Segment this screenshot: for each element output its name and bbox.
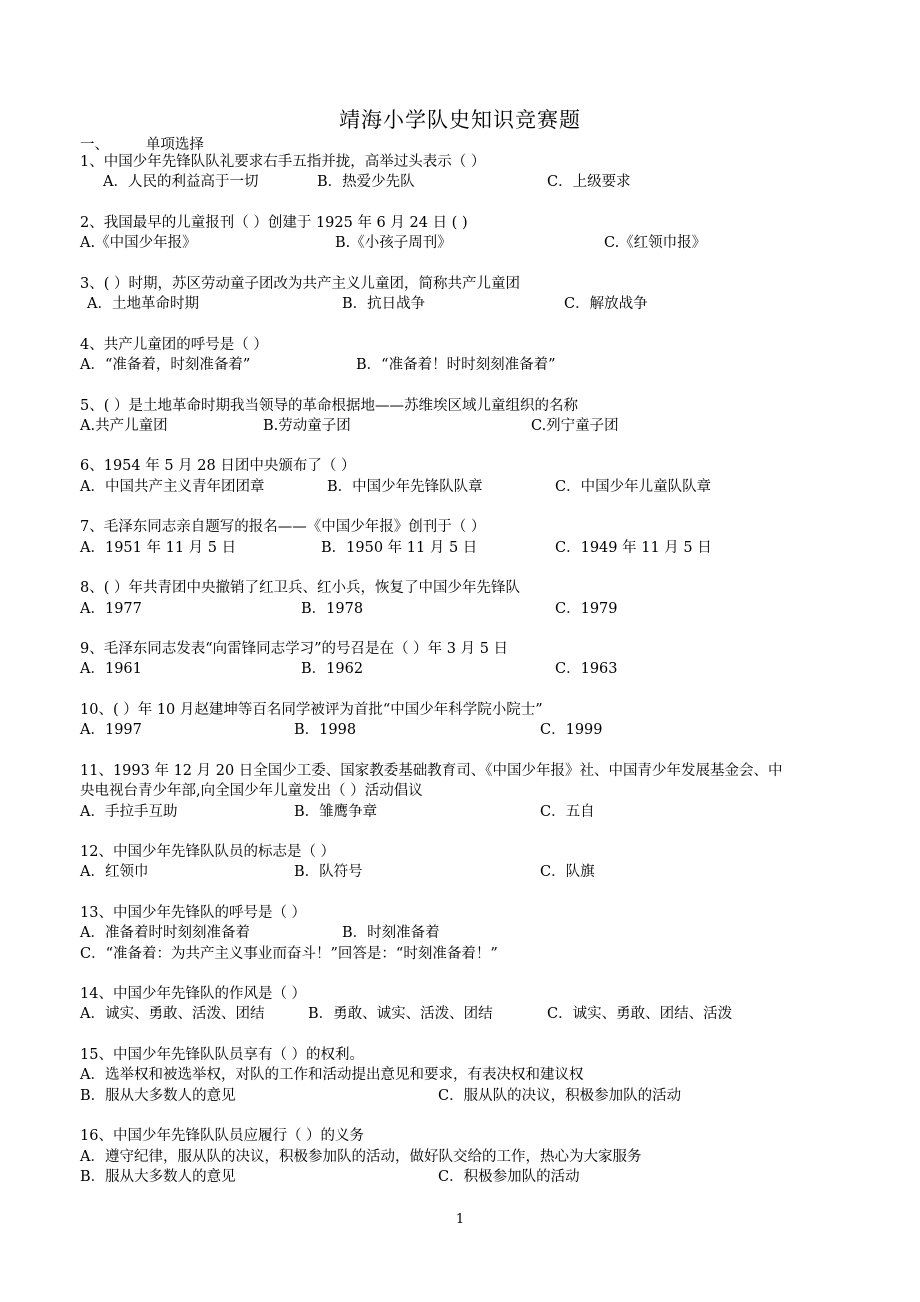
answer-option: A.《中国少年报》 xyxy=(80,235,197,252)
question-item xyxy=(80,274,860,315)
answer-option: A．1951 年 11 月 5 日 xyxy=(80,539,237,556)
question-stem: 9、毛泽东同志发表“向雷锋同志学习”的号召是在（ ）年 3 月 5 日 xyxy=(80,641,509,658)
question-line xyxy=(80,1065,860,1085)
options-row xyxy=(80,294,860,314)
question-item xyxy=(80,578,860,619)
options-row xyxy=(80,416,860,436)
question-item xyxy=(80,639,860,680)
answer-option: B．中国少年先锋队队章 xyxy=(327,478,483,495)
question-line xyxy=(80,274,860,294)
answer-option: B．服从大多数人的意见 xyxy=(80,1168,236,1185)
answer-option: A．1997 xyxy=(80,722,142,739)
question-item xyxy=(80,984,860,1025)
question-stem: 16、中国少年先锋队队员应履行（ ）的义务 xyxy=(80,1128,365,1145)
question-line xyxy=(80,903,860,923)
question-item xyxy=(80,1045,860,1106)
question-item xyxy=(80,842,860,883)
options-row xyxy=(80,172,860,192)
answer-option: C．中国少年儿童队队章 xyxy=(555,478,712,495)
question-stem: 14、中国少年先锋队的作风是（ ） xyxy=(80,986,307,1003)
question-line xyxy=(80,517,860,537)
question-stem: C．“准备着：为共产主义事业而奋斗！”回答是：“时刻准备着！” xyxy=(80,945,498,962)
question-stem: 央电视台青少年部,向全国少年儿童发出（ ）活动倡议 xyxy=(80,783,423,800)
question-item xyxy=(80,456,860,497)
options-row xyxy=(80,720,860,740)
answer-option: C．1999 xyxy=(540,722,603,739)
question-stem: 3、( ）时期，苏区劳动童子团改为共产主义儿童团，简称共产儿童团 xyxy=(80,275,520,292)
question-stem: A．遵守纪律，服从队的决议，积极参加队的活动，做好队交给的工作，热心为大家服务 xyxy=(80,1148,642,1165)
question-stem: 11、1993 年 12 月 20 日全国少工委、国家教委基础教育司、《中国少年报》社、中国青少年发展基金会、中 xyxy=(80,762,783,779)
section-heading: 一、 单项选择 xyxy=(80,137,204,153)
question-list xyxy=(80,152,860,1207)
question-item xyxy=(80,1126,860,1187)
question-line xyxy=(80,1147,860,1167)
answer-option: A．土地革命时期 xyxy=(87,296,199,313)
question-line xyxy=(80,700,860,720)
options-row xyxy=(80,538,860,558)
question-item xyxy=(80,700,860,741)
answer-option: B.劳动童子团 xyxy=(263,417,351,434)
question-line xyxy=(80,761,860,781)
answer-option: B．时刻准备着 xyxy=(342,925,440,942)
answer-option: C．服从队的决议，积极参加队的活动 xyxy=(438,1087,682,1104)
answer-option: B．1950 年 11 月 5 日 xyxy=(321,539,478,556)
question-item xyxy=(80,152,860,193)
answer-option: C．上级要求 xyxy=(547,174,631,191)
document-title: 靖海小学队史知识竞赛题 xyxy=(339,108,581,132)
question-line xyxy=(80,1126,860,1146)
question-line xyxy=(80,213,860,233)
answer-option: B．雏鹰争章 xyxy=(294,803,378,820)
options-row xyxy=(80,1086,860,1106)
answer-option: C．1963 xyxy=(555,661,618,678)
answer-option: C．诚实、勇敢、团结、活泼 xyxy=(547,1006,733,1023)
question-line xyxy=(80,396,860,416)
answer-option: C.列宁童子团 xyxy=(531,417,619,434)
answer-option: B．勇敢、诚实、活泼、团结 xyxy=(308,1006,493,1023)
answer-option: B．队符号 xyxy=(294,864,363,881)
answer-option: B.《小孩子周刊》 xyxy=(335,235,452,252)
answer-option: C．1949 年 11 月 5 日 xyxy=(555,539,712,556)
question-stem: 2、我国最早的儿童报刊（ ）创建于 1925 年 6 月 24 日 ( ) xyxy=(80,214,468,231)
answer-option: C．五自 xyxy=(540,803,595,820)
question-stem: 10、( ）年 10 月赵建坤等百名同学被评为首批“中国少年科学院小院士” xyxy=(80,702,543,719)
answer-option: A．手拉手互助 xyxy=(80,803,178,820)
answer-option: C.《红领巾报》 xyxy=(604,235,707,252)
answer-option: A．人民的利益高于一切 xyxy=(103,174,259,191)
question-stem: 15、中国少年先锋队队员享有（ ）的权利。 xyxy=(80,1047,365,1064)
question-line xyxy=(80,578,860,598)
question-line xyxy=(80,335,860,355)
question-stem: 4、共产儿童团的呼号是（ ） xyxy=(80,336,268,353)
answer-option: C．1979 xyxy=(555,600,618,617)
question-line xyxy=(80,152,860,172)
page-number: 1 xyxy=(455,1212,465,1227)
answer-option: A．中国共产主义青年团团章 xyxy=(80,478,265,495)
question-item xyxy=(80,903,860,964)
answer-option: A．“准备着，时刻准备着” xyxy=(80,356,251,373)
options-row xyxy=(80,802,860,822)
question-stem: 8、( ）年共青团中央撤销了红卫兵、红小兵，恢复了中国少年先锋队 xyxy=(80,580,520,597)
question-stem: 6、1954 年 5 月 28 日团中央颁布了（ ） xyxy=(80,458,356,475)
answer-option: A．诚实、勇敢、活泼、团结 xyxy=(80,1006,265,1023)
question-item xyxy=(80,213,860,254)
answer-option: B．抗日战争 xyxy=(342,296,426,313)
question-stem: A．选举权和被选举权，对队的工作和活动提出意见和要求，有表决权和建议权 xyxy=(80,1067,584,1084)
options-row xyxy=(80,477,860,497)
options-row xyxy=(80,355,860,375)
question-line xyxy=(80,781,860,801)
answer-option: A．1977 xyxy=(80,600,142,617)
answer-option: C．队旗 xyxy=(540,864,595,881)
options-row xyxy=(80,233,860,253)
options-row xyxy=(80,1167,860,1187)
answer-option: A．红领巾 xyxy=(80,864,149,881)
question-line xyxy=(80,944,860,964)
question-item xyxy=(80,335,860,376)
answer-option: B．热爱少先队 xyxy=(317,174,415,191)
answer-option: B．1962 xyxy=(301,661,364,678)
options-row xyxy=(80,1004,860,1024)
options-row xyxy=(80,599,860,619)
options-row xyxy=(80,659,860,679)
question-item xyxy=(80,761,860,822)
answer-option: A．准备着时时刻刻准备着 xyxy=(80,925,250,942)
answer-option: A．1961 xyxy=(80,661,142,678)
question-line xyxy=(80,456,860,476)
question-line xyxy=(80,984,860,1004)
question-stem: 13、中国少年先锋队的呼号是（ ） xyxy=(80,904,307,921)
question-line xyxy=(80,1045,860,1065)
question-stem: 7、毛泽东同志亲自题写的报名——《中国少年报》创刊于（ ） xyxy=(80,519,486,536)
question-stem: 5、( ）是土地革命时期我当领导的革命根据地——苏维埃区域儿童组织的名称 xyxy=(80,397,578,414)
question-item xyxy=(80,396,860,437)
answer-option: B．1978 xyxy=(301,600,364,617)
question-stem: 1、中国少年先锋队队礼要求右手五指并拢，高举过头表示（ ） xyxy=(80,154,486,170)
answer-option: B．1998 xyxy=(294,722,357,739)
answer-option: B．服从大多数人的意见 xyxy=(80,1087,236,1104)
answer-option: C．解放战争 xyxy=(564,296,648,313)
question-stem: 12、中国少年先锋队队员的标志是（ ） xyxy=(80,844,336,861)
answer-option: B．“准备着！时时刻刻准备着” xyxy=(356,356,556,373)
answer-option: A.共产儿童团 xyxy=(80,417,168,434)
question-item xyxy=(80,517,860,558)
question-line xyxy=(80,639,860,659)
options-row xyxy=(80,862,860,882)
answer-option: C．积极参加队的活动 xyxy=(438,1168,580,1185)
options-row xyxy=(80,923,860,943)
question-line xyxy=(80,842,860,862)
